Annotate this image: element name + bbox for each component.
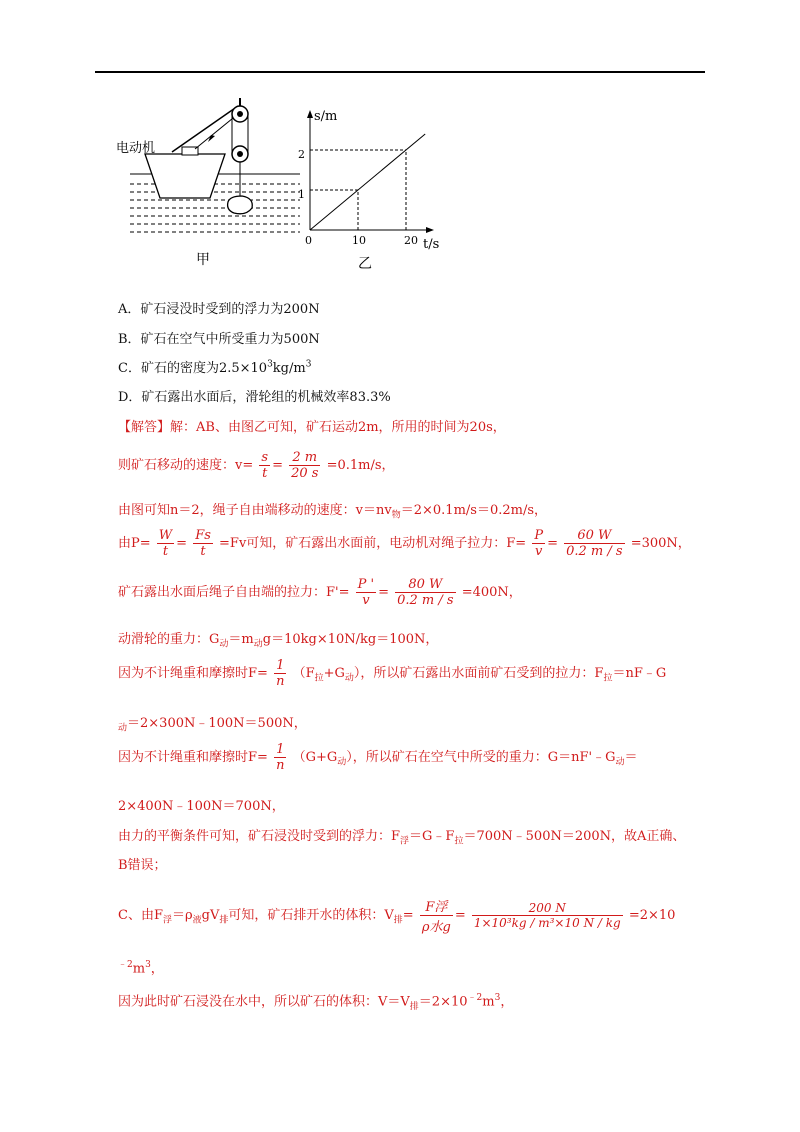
motor-label: 电动机: [116, 140, 156, 155]
solution-line-14: $^{﹣2}m^3$，: [118, 960, 164, 977]
ore: [228, 196, 253, 214]
solution-line-12: B错误；: [118, 858, 167, 873]
figure-diagram: [100, 92, 460, 272]
x-tick-0: 0: [305, 234, 312, 247]
header-rule: [95, 71, 705, 73]
pulley-upper: [232, 98, 248, 122]
x-axis-label: t/s: [423, 237, 440, 252]
x-tick-10: 10: [352, 234, 366, 247]
left-caption: 甲: [196, 252, 210, 268]
y-axis-label: s/m: [314, 109, 338, 124]
option-d: D．矿石露出水面后，滑轮组的机械效率83.3%: [118, 390, 391, 405]
x-tick-20: 20: [404, 234, 418, 247]
right-caption: 乙: [358, 256, 372, 272]
solution-line-11: 由力的平衡条件可知，矿石浸没时受到的浮力：$F_浮=G﹣F_拉=700N﹣500N=200N$，故A正确、: [118, 829, 686, 847]
option-a: A．矿石浸没时受到的浮力为200N: [118, 302, 320, 317]
boom: [172, 106, 238, 152]
solution-line-7: 因为不计绳重和摩擦时F= $\frac{1}{n}$ $(F_拉+G_动)$，所以矿石露出水面前矿石受到的拉力：$F_拉=nF﹣G$: [118, 658, 667, 689]
solution-line-6: 动滑轮的重力：$G_动=m_动g=10kg\times 10N/kg=100N$，: [118, 632, 439, 650]
y-tick-2: 2: [298, 148, 305, 161]
boat: [145, 154, 225, 198]
y-tick-1: 1: [298, 188, 305, 201]
solution-line-10: 2×400N﹣100N＝700N，: [118, 799, 285, 814]
solution-line-5: 矿石露出水面后绳子自由端的拉力：F'= $\frac{P '}{v}$ = $\frac{80 W}{0.2 m / s}$ =400N，: [118, 577, 522, 608]
solution-line-9: 因为不计绳重和摩擦时F= $\frac{1}{n}$ $(G+G_动)$，所以矿石在空气中所受的重力：$G=nF'﹣G_动=$: [118, 742, 638, 773]
solution-line-4: 由P= $\frac{W}{t}$ = $\frac{Fs}{t}$ =Fv可知，矿石露出水面前，电动机对绳子拉力：F= $\frac{P}{v}$ = $\frac{60 W}{0.2 m / s}$ =300N，: [118, 528, 691, 559]
option-b: B．矿石在空气中所受重力为500N: [118, 332, 320, 347]
solution-line-3: 由图可知n＝2，绳子自由端移动的速度：$v=nv_物=2\times 0.1m/s=0.2m/s$，: [118, 503, 548, 521]
s-t-chart: [298, 109, 439, 252]
solution-line-15: 因为此时矿石浸没在水中，所以矿石的体积：$V=V_排=2\times 10^{﹣2}m^3$，: [118, 993, 514, 1012]
solution-line-2: 则矿石移动的速度：v= $\frac{s}{t}$ = $\frac{2 m}{20 s}$ =0.1m/s，: [118, 450, 395, 481]
pulley-lower: [232, 146, 248, 162]
option-c: C．矿石的密度为$2.5\times 10^3kg/m^3$: [118, 359, 312, 376]
solution-line-1: 【解答】解：AB、由图乙可知，矿石运动2m，所用的时间为20s，: [118, 420, 506, 435]
data-line: [310, 134, 425, 230]
solution-line-8: $_动$＝2×300N﹣100N＝500N，: [118, 716, 307, 734]
solution-line-13: C、由$F_浮=\rho_液gV_排$可知，矿石排开水的体积：$V_排=$ $\frac{\text{F浮}}{\text{ρ水g}}$ = $\frac{200 N}{\text{1×10³kg / m³×10 N / kg}}$ =2×10: [118, 896, 675, 935]
